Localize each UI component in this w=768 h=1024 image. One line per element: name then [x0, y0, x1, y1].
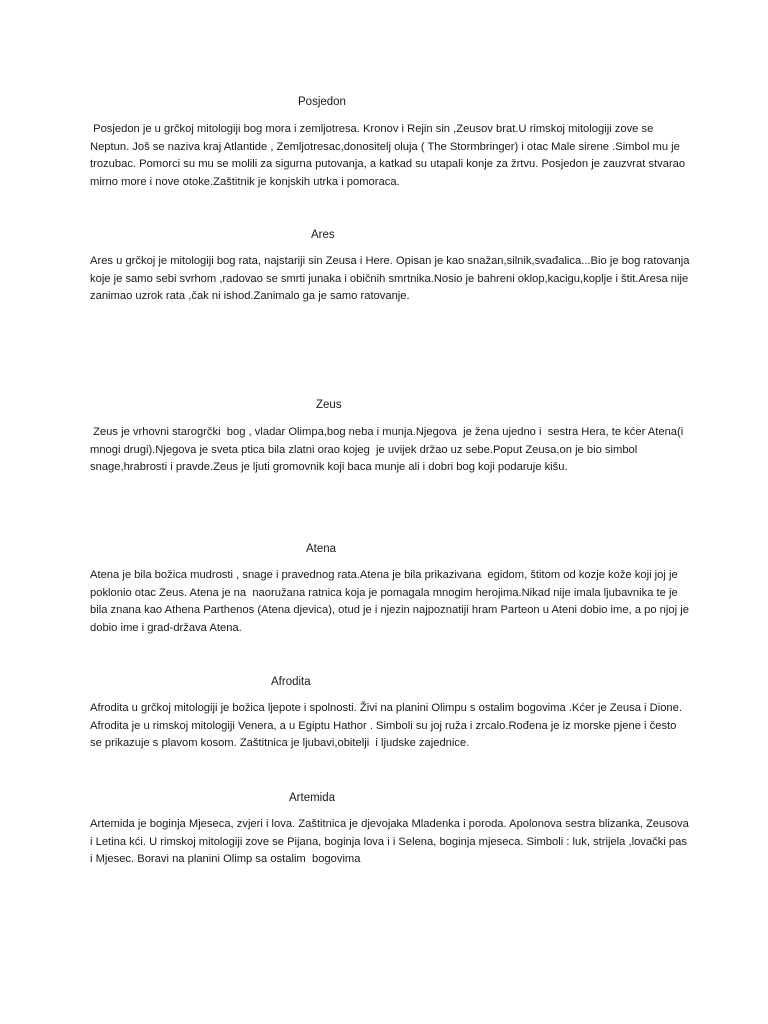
section-text-posjedon: Posjedon je u grčkoj mitologiji bog mora i zemljotresa. Kronov i Rejin sin ,Zeusov brat.U rimskoj mitologiji zove se Neptun. Još se naziva kraj Atlantide , Zemljotresac,donositelj oluja ( The Stormbringer) i otac Male sirene .Simbol mu je trozubac. Pomorci su mu se molili za sigurna putovanja, a katkad su utapali konje za žrtvu. Posjedon je zauzvrat stvarao mirno more i nove otoke.Zaštitnik je konjskih utrka i pomoraca. — [90, 123, 689, 188]
section-text-zeus: Zeus je vrhovni starogrčki bog , vladar Olimpa,bog neba i munja.Njegova je žena ujedno i sestra Hera, te kćer Atena(i mnogi drugi).Njegova je sveta ptica bila zlatni orao kojeg je uvijek držao uz sebe.Poput Zeusa,on je bio simbol snage,hrabrosti i pravde.Zeus je ljuti gromovnik koji baca munje ali i dobri bog koji podaruje kišu. — [90, 426, 687, 474]
section-text-afrodita: Afrodita u grčkoj mitologiji je božica ljepote i spolnosti. Živi na planini Olimpu s ostalim bogovima .Kćer je Zeusa i Dione. Afrodita je u rimskoj mitologiji Venera, a u Egiptu Hathor . Simboli su joj ruža i zrcalo.Rođena je iz morske pjene i često se prikazuje s plavom kosom. Zaštitnica je ljubavi,obitelji i ljudske zajednice. — [90, 702, 685, 750]
section-title-afrodita: Afrodita — [271, 676, 311, 688]
section-text-artemida: Artemida je boginja Mjeseca, zvjeri i lova. Zaštitnica je djevojaka Mladenka i poroda. Apolonova sestra blizanka, Zeusova i Letina kći. U rimskoj mitologiji zove se Pijana, boginja lova i i Selena, boginja mjeseca. Simboli : luk, strijela ,lovački pas i Mjesec. Boravi na planini Olimp sa ostalim bogovima — [90, 818, 692, 866]
section-title-ares: Ares — [311, 229, 335, 241]
section-text-ares: Ares u grčkoj je mitologiji bog rata, najstariji sin Zeusa i Here. Opisan je kao snažan,silnik,svađalica...Bio je bog ratovanja koje je samo sebi svrhom ,radovao se smrti junaka i običnih smrtnika.Nosio je bahreni oklop,kacigu,koplje i štit.Aresa nije zanimao uzrok rata ,čak ni ishod.Zanimalo ga je samo ratovanje. — [90, 255, 693, 303]
section-title-atena: Atena — [306, 543, 337, 555]
section-title-artemida: Artemida — [289, 792, 336, 804]
section-text-atena: Atena je bila božica mudrosti , snage i pravednog rata.Atena je bila prikazivana egidom, štitom od kozje kože koji joj je poklonio otac Zeus. Atena je na naoružana ratnica koja je pomagala mnogim herojima.Nikad nije imala ljubavnika te je bila znana kao Athena Parthenos (Atena djevica), otud je i njezin najpoznatiji hram Parteon u Ateni dobio ime, a po njoj je dobio ime i grad-država Atena. — [90, 569, 693, 634]
section-title-posjedon: Posjedon — [298, 96, 346, 108]
section-title-zeus: Zeus — [316, 399, 342, 411]
